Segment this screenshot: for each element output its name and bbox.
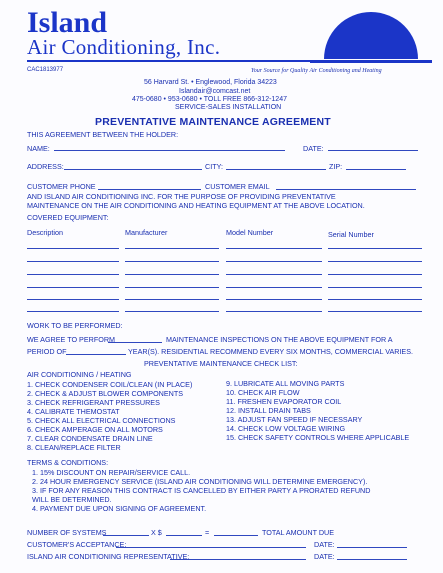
address-label: ADDRESS:	[27, 162, 64, 171]
city-label: CITY:	[205, 162, 223, 171]
checklist-item: 4. CALIBRATE THEMOSTAT	[27, 407, 120, 416]
equipment-cell[interactable]	[328, 287, 422, 288]
equipment-cell[interactable]	[328, 248, 422, 249]
checklist-item: 14. CHECK LOW VOLTAGE WIRING	[226, 424, 346, 433]
checklist-heading: AIR CONDITIONING / HEATING	[27, 370, 132, 379]
city-field[interactable]	[226, 169, 326, 170]
col-description: Description	[27, 228, 63, 237]
purpose-text-1: AND ISLAND AIR CONDITIONING INC. FOR THE PURPOSE OF PROVIDING PREVENTATIVE	[27, 192, 336, 201]
date-field[interactable]	[328, 150, 418, 151]
total-amount-field[interactable]	[214, 535, 258, 536]
agree-prefix: WE AGREE TO PERFORM	[27, 335, 115, 344]
purpose-text-2: MAINTENANCE ON THE AIR CONDITIONING AND HEATING EQUIPMENT AT THE ABOVE LOCATION.	[27, 201, 365, 210]
equipment-cell[interactable]	[125, 274, 219, 275]
equipment-cell[interactable]	[226, 311, 322, 312]
company-phones: 475-0680 • 953-0680 • TOLL FREE 866-312-1247	[132, 96, 287, 103]
period-suffix: YEAR(S). RESIDENTIAL RECOMMEND EVERY SIX MONTHS, COMMERCIAL VARIES.	[128, 347, 414, 356]
checklist-item: 6. CHECK AMPERAGE ON ALL MOTORS	[27, 425, 163, 434]
checklist-item: 7. CLEAR CONDENSATE DRAIN LINE	[27, 434, 153, 443]
equipment-cell[interactable]	[328, 299, 422, 300]
header-rule	[27, 60, 430, 62]
checklist-item: 12. INSTALL DRAIN TABS	[226, 406, 311, 415]
customer-phone-label: CUSTOMER PHONE	[27, 182, 96, 191]
inspections-count-field[interactable]	[108, 342, 162, 343]
address-field[interactable]	[64, 169, 202, 170]
customer-acceptance-label: CUSTOMER'S ACCEPTANCE:	[27, 540, 127, 549]
equipment-cell[interactable]	[125, 311, 219, 312]
terms-item: 2. 24 HOUR EMERGENCY SERVICE (ISLAND AIR CONDITIONING WILL DETERMINE EMERGENCY).	[32, 477, 368, 486]
period-prefix: PERIOD OF	[27, 347, 67, 356]
period-years-field[interactable]	[66, 354, 126, 355]
brand-name-air-conditioning: Air Conditioning, Inc.	[27, 35, 221, 59]
covered-equipment-label: COVERED EQUIPMENT:	[27, 213, 109, 222]
checklist-item: 10. CHECK AIR FLOW	[226, 388, 300, 397]
number-of-systems-label: NUMBER OF SYSTEMS	[27, 528, 107, 537]
terms-label: TERMS & CONDITIONS:	[27, 458, 109, 467]
equipment-cell[interactable]	[27, 248, 119, 249]
equipment-cell[interactable]	[328, 261, 422, 262]
brand-name-island: Island	[27, 6, 108, 39]
agree-suffix: MAINTENANCE INSPECTIONS ON THE ABOVE EQUIPMENT FOR A	[166, 335, 393, 344]
representative-label: ISLAND AIR CONDITIONING REPRESENTATIVE:	[27, 552, 190, 561]
equipment-cell[interactable]	[27, 274, 119, 275]
tagline: Your Source for Quality Air Conditioning and Heating	[251, 68, 382, 74]
col-manufacturer: Manufacturer	[125, 228, 168, 237]
col-serial-number: Serial Number	[328, 230, 374, 239]
sun-logo-icon	[310, 4, 432, 68]
terms-item: 3. IF FOR ANY REASON THIS CONTRACT IS CANCELLED BY EITHER PARTY A PRORATED REFUND	[32, 486, 371, 495]
checklist-item: 1. CHECK CONDENSER COIL/CLEAN (IN PLACE)	[27, 380, 193, 389]
customer-date-label: DATE:	[314, 540, 335, 549]
checklist-item: 11. FRESHEN EVAPORATOR COIL	[226, 397, 342, 406]
terms-item: 1. 15% DISCOUNT ON REPAIR/SERVICE CALL.	[32, 468, 191, 477]
representative-date-label: DATE:	[314, 552, 335, 561]
name-label: NAME:	[27, 144, 50, 153]
equipment-cell[interactable]	[27, 287, 119, 288]
price-per-system-field[interactable]	[166, 535, 202, 536]
times-price-label: X $	[151, 528, 162, 537]
license-number: CAC1813977	[27, 67, 64, 73]
work-performed-label: WORK TO BE PERFORMED:	[27, 321, 123, 330]
equipment-cell[interactable]	[226, 248, 322, 249]
zip-field[interactable]	[346, 169, 406, 170]
terms-item: WILL BE DETERMINED.	[32, 495, 112, 504]
equipment-cell[interactable]	[226, 287, 322, 288]
zip-label: ZIP:	[329, 162, 343, 171]
col-model-number: Model Number	[226, 228, 274, 237]
customer-email-label: CUSTOMER EMAIL	[205, 182, 270, 191]
checklist-item: 2. CHECK & ADJUST BLOWER COMPONENTS	[27, 389, 184, 398]
checklist-item: 5. CHECK ALL ELECTRICAL CONNECTIONS	[27, 416, 176, 425]
form-title: PREVENTATIVE MAINTENANCE AGREEMENT	[95, 116, 331, 128]
equipment-cell[interactable]	[328, 311, 422, 312]
number-of-systems-field[interactable]	[103, 535, 149, 536]
checklist-title: PREVENTATIVE MAINTENANCE CHECK LIST:	[144, 359, 298, 368]
company-services: SERVICE-SALES INSTALLATION	[175, 104, 282, 111]
checklist-item: 13. ADJUST FAN SPEED IF NECESSARY	[226, 415, 363, 424]
equals-label: =	[205, 528, 210, 537]
equipment-cell[interactable]	[328, 274, 422, 275]
checklist-item: 15. CHECK SAFETY CONTROLS WHERE APPLICABLE	[226, 433, 410, 442]
agreement-between-label: THIS AGREEMENT BETWEEN THE HOLDER:	[27, 130, 179, 139]
equipment-cell[interactable]	[226, 299, 322, 300]
equipment-cell[interactable]	[27, 299, 119, 300]
equipment-cell[interactable]	[125, 248, 219, 249]
equipment-cell[interactable]	[27, 311, 119, 312]
equipment-cell[interactable]	[226, 261, 322, 262]
name-field[interactable]	[54, 150, 285, 151]
checklist-item: 9. LUBRICATE ALL MOVING PARTS	[226, 379, 345, 388]
customer-signature-field[interactable]	[116, 547, 306, 548]
checklist-item: 8. CLEAN/REPLACE FILTER	[27, 443, 121, 452]
terms-item: 4. PAYMENT DUE UPON SIGNING OF AGREEMENT.	[32, 504, 207, 513]
equipment-cell[interactable]	[27, 261, 119, 262]
customer-email-field[interactable]	[276, 189, 416, 190]
equipment-cell[interactable]	[125, 261, 219, 262]
customer-date-field[interactable]	[337, 547, 407, 548]
company-address: 56 Harvard St. • Englewood, Florida 34223	[144, 79, 277, 86]
representative-signature-field[interactable]	[170, 559, 306, 560]
representative-date-field[interactable]	[337, 559, 407, 560]
equipment-cell[interactable]	[125, 287, 219, 288]
equipment-cell[interactable]	[125, 299, 219, 300]
company-email: Islandair@comcast.net	[179, 88, 251, 95]
total-amount-label: TOTAL AMOUNT DUE	[262, 528, 335, 537]
date-label: DATE:	[303, 144, 324, 153]
equipment-cell[interactable]	[226, 274, 322, 275]
checklist-item: 3. CHECK REFRIGERANT PRESSURES	[27, 398, 160, 407]
customer-phone-field[interactable]	[98, 189, 201, 190]
